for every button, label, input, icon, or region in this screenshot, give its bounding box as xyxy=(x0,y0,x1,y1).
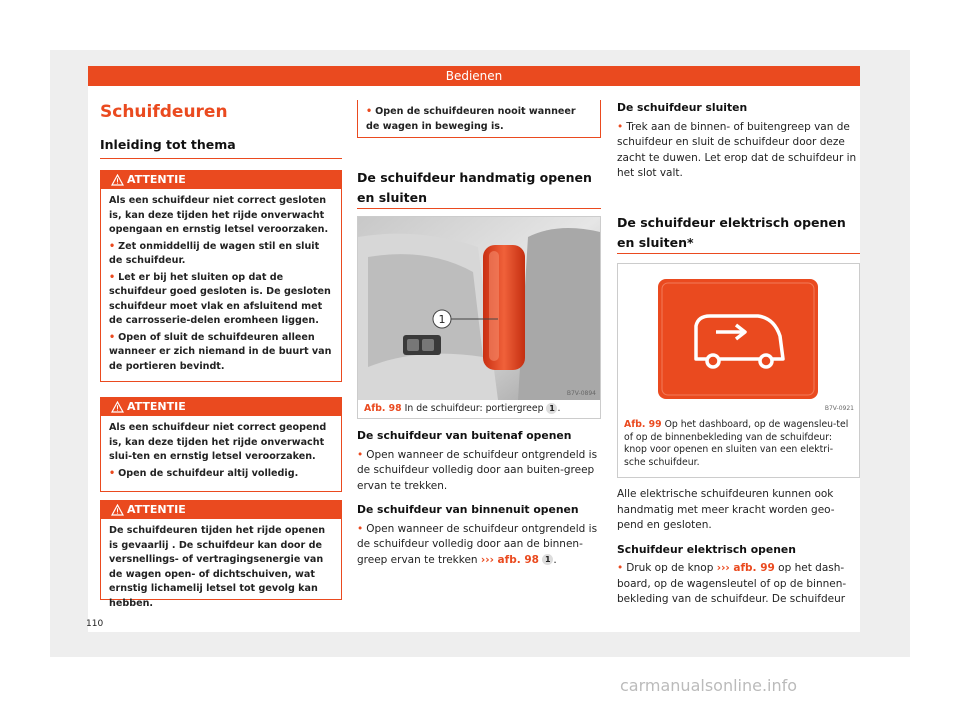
column-2-text xyxy=(357,428,601,568)
figure-99 xyxy=(617,263,860,478)
warning-header xyxy=(101,501,341,519)
subheading: De schuifdeur sluiten xyxy=(617,101,748,114)
warning-bullet: • Open de schuifdeur altij volledig. xyxy=(109,467,299,479)
image-code: B7V-0921 xyxy=(824,405,854,412)
watermark: carmanualsonline.info xyxy=(620,676,798,695)
subheading: Schuifdeur elektrisch openen xyxy=(617,542,796,556)
paragraph: • Open wanneer de schuifdeur ontgrendeld is de schuifdeur volledig door aan buiten-greep ervan te trekken. xyxy=(357,448,598,492)
column-3-text xyxy=(617,487,860,608)
figure-98 xyxy=(357,216,601,419)
section-rule xyxy=(617,253,860,254)
figure-caption: Afb. 99 Op het dashboard, op de wagensleu-tel of op de binnenbekleding van de schuifdeur: knop voor openen en sluiten van een elektri-sche schuifdeur. xyxy=(624,419,849,468)
section-heading-electric: De schuifdeur elektrisch openen en sluiten* xyxy=(617,215,846,250)
figure-link[interactable]: ››› afb. 99 xyxy=(716,562,775,574)
paragraph: • Druk op de knop ››› afb. 99 op het dash-board, op de wagensleutel of op de binnen-bekleding van de schuifdeur. De schuifdeur xyxy=(617,562,847,605)
warning-icon xyxy=(111,504,124,516)
image-code: B7V-0894 xyxy=(566,390,596,397)
page-subtitle: Inleiding tot thema xyxy=(100,137,236,152)
warning-bullet: • Let er bij het sluiten op dat de schuifdeur goed gesloten is. De gesloten schuifdeur moet vlak en afsluitend met de carrosserie-delen eromheen liggen. xyxy=(109,271,331,326)
section-header: Bedienen xyxy=(88,66,860,86)
paragraph: • Open wanneer de schuifdeur ontgrendeld is de schuifdeur volledig door aan de binnen-greep ervan te trekken ››› afb. 98 1 . xyxy=(357,522,598,566)
callout-label: 1 xyxy=(438,313,446,326)
door-handle-illustration xyxy=(358,217,600,400)
sliding-door-button-illustration xyxy=(618,264,859,414)
figure-caption: Afb. 98 In de schuifdeur: portiergreep 1 . xyxy=(364,403,561,414)
callout-ref: 1 xyxy=(546,403,557,414)
warning-bullet: • Open de schuifdeuren nooit wanneer de wagen in beweging is. xyxy=(366,106,576,132)
warning-box-1 xyxy=(100,170,342,382)
section-rule xyxy=(357,208,601,209)
warning-bullet: • Open of sluit de schuifdeuren alleen wanneer er zich niemand in de buurt van de portieren bevindt. xyxy=(109,331,332,372)
page-number: 110 xyxy=(86,619,104,629)
warning-header xyxy=(101,171,341,189)
subheading: De schuifdeur van buitenaf openen xyxy=(357,429,572,442)
warning-box-3 xyxy=(100,500,342,609)
warning-box-2 xyxy=(100,397,342,492)
warning-icon xyxy=(111,174,124,186)
warning-label: ATTENTIE xyxy=(127,503,186,516)
subheading: De schuifdeur van binnenuit openen xyxy=(357,503,579,516)
warning-continuation xyxy=(357,100,601,138)
subtitle-rule xyxy=(100,158,342,159)
page-title: Schuifdeuren xyxy=(100,102,228,122)
figure-link[interactable]: ››› afb. 98 xyxy=(480,553,539,566)
column-3-top xyxy=(617,100,860,182)
warning-header xyxy=(101,398,341,416)
warning-text: De schuifdeuren tijden het rijde openen is gevaarlij . De schuifdeur kan door de versnellings- of vertragingsenergie van de wagen open- of dichtschuiven, wat ernstig lichamelij letsel tot gevolg kan hebben. xyxy=(109,525,326,609)
warning-label: ATTENTIE xyxy=(127,400,186,413)
paragraph: • Trek aan de binnen- of buitengreep van de schuifdeur en sluit de schuifdeur door deze zacht te duwen. Let erop dat de schuifdeur in het slot valt. xyxy=(617,120,857,179)
paragraph: Alle elektrische schuifdeuren kunnen ook handmatig met meer kracht worden geo-pend en gesloten. xyxy=(617,488,835,531)
warning-icon xyxy=(111,401,124,413)
warning-text: Als een schuifdeur niet correct gesloten is, kan deze tijden het rijde onverwacht opengaan en ernstig letsel veroorzaken. xyxy=(109,195,329,235)
warning-label: ATTENTIE xyxy=(127,173,186,186)
warning-text: Als een schuifdeur niet correct geopend is, kan deze tijden het rijde onverwacht slui-ten en ernstig letsel veroorzaken. xyxy=(109,422,327,462)
section-heading-manual: De schuifdeur handmatig openen en sluiten xyxy=(357,170,592,205)
warning-bullet: • Zet onmiddellij de wagen stil en sluit de schuifdeur. xyxy=(109,240,320,266)
